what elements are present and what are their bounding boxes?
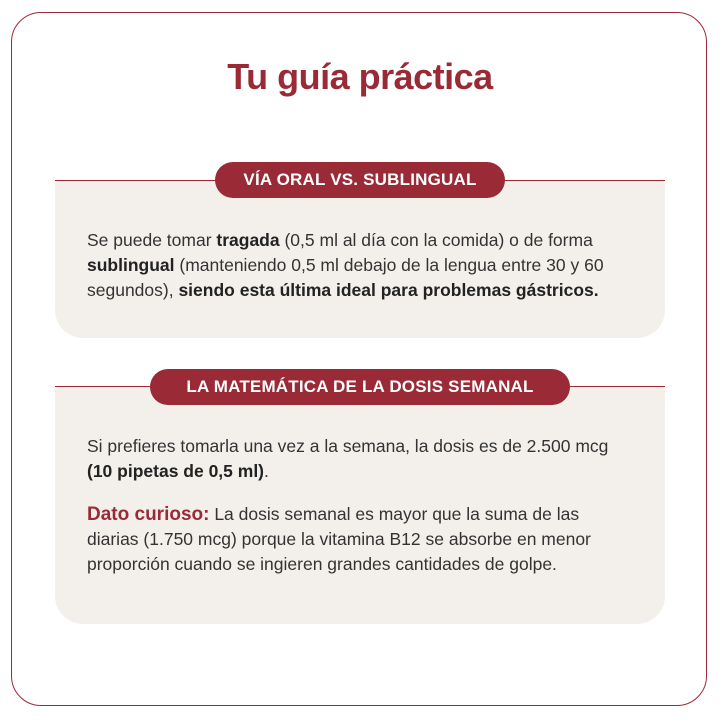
fact-label: Dato curioso: [87,504,210,525]
bold-run: (10 pipetas de 0,5 ml) [87,461,265,481]
section-heading-pill: VÍA ORAL VS. SUBLINGUAL [215,162,505,198]
fact-paragraph [87,502,633,577]
text-run: . [264,461,269,481]
section-heading-pill: LA MATEMÁTICA DE LA DOSIS SEMANAL [150,369,570,405]
section-paragraph [87,228,633,303]
fact-text: La dosis semanal es mayor que la suma de las diarias (1.750 mcg) porque la vitamina B12 se absorbe en menor proporción cuando se ingieren grandes cantidades de golpe. [87,504,591,574]
text-run: Se puede tomar [87,230,217,250]
bold-run: tragada [216,230,280,250]
section-card-oral [55,181,665,338]
bold-run: siendo esta última ideal para problemas gástricos. [178,280,599,300]
section-paragraph [87,434,633,484]
page-title: Tu guía práctica [227,56,493,97]
text-run: (manteniendo 0,5 ml debajo de la lengua entre 30 y 60 segundos), [87,255,604,300]
bold-run: sublingual [87,255,175,275]
text-run: (0,5 ml al día con la comida) o de forma [279,230,593,250]
text-run: Si prefieres tomarla una vez a la semana, la dosis es de 2.500 mcg [87,436,609,456]
section-card-dosis [55,387,665,624]
